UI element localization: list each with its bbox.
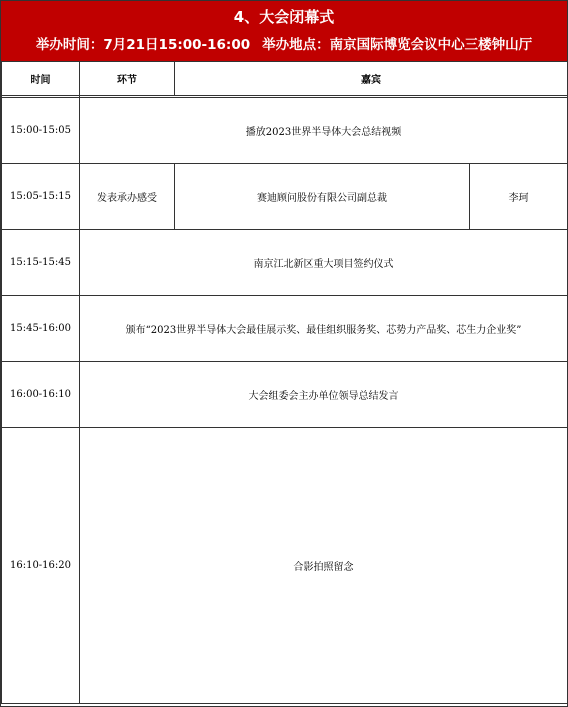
table-row [2, 296, 568, 362]
event-venue: 举办地点：南京国际博览会议中心三楼钟山厅 [262, 37, 533, 53]
event-info [1, 36, 567, 54]
header-guest: 嘉宾 [175, 62, 568, 96]
row-content: 南京江北新区重大项目签约仪式 [80, 230, 568, 296]
row-position: 赛迪顾问股份有限公司副总裁 [175, 164, 470, 230]
row-time: 16:10-16:20 [2, 428, 80, 704]
row-time: 15:00-15:05 [2, 98, 80, 164]
agenda-table [1, 61, 568, 704]
table-header-row [2, 62, 568, 96]
section-banner [1, 1, 567, 61]
table-row [2, 98, 568, 164]
table-row [2, 362, 568, 428]
row-segment: 发表承办感受 [80, 164, 175, 230]
row-content: 颁布“2023世界半导体大会最佳展示奖、最佳组织服务奖、芯势力产品奖、芯生力企业奖” [80, 296, 568, 362]
header-time: 时间 [2, 62, 80, 96]
row-time: 15:45-16:00 [2, 296, 80, 362]
table-row [2, 164, 568, 230]
row-time: 16:00-16:10 [2, 362, 80, 428]
table-row [2, 428, 568, 704]
row-content: 大会组委会主办单位领导总结发言 [80, 362, 568, 428]
row-content: 合影拍照留念 [80, 428, 568, 704]
row-person: 李珂 [470, 164, 568, 230]
event-time: 举办时间：7月21日15:00-16:00 [35, 37, 251, 53]
table-row [2, 230, 568, 296]
header-segment: 环节 [80, 62, 175, 96]
row-time: 15:15-15:45 [2, 230, 80, 296]
section-title: 4、大会闭幕式 [233, 8, 335, 26]
row-time: 15:05-15:15 [2, 164, 80, 230]
row-content: 播放2023世界半导体大会总结视频 [80, 98, 568, 164]
